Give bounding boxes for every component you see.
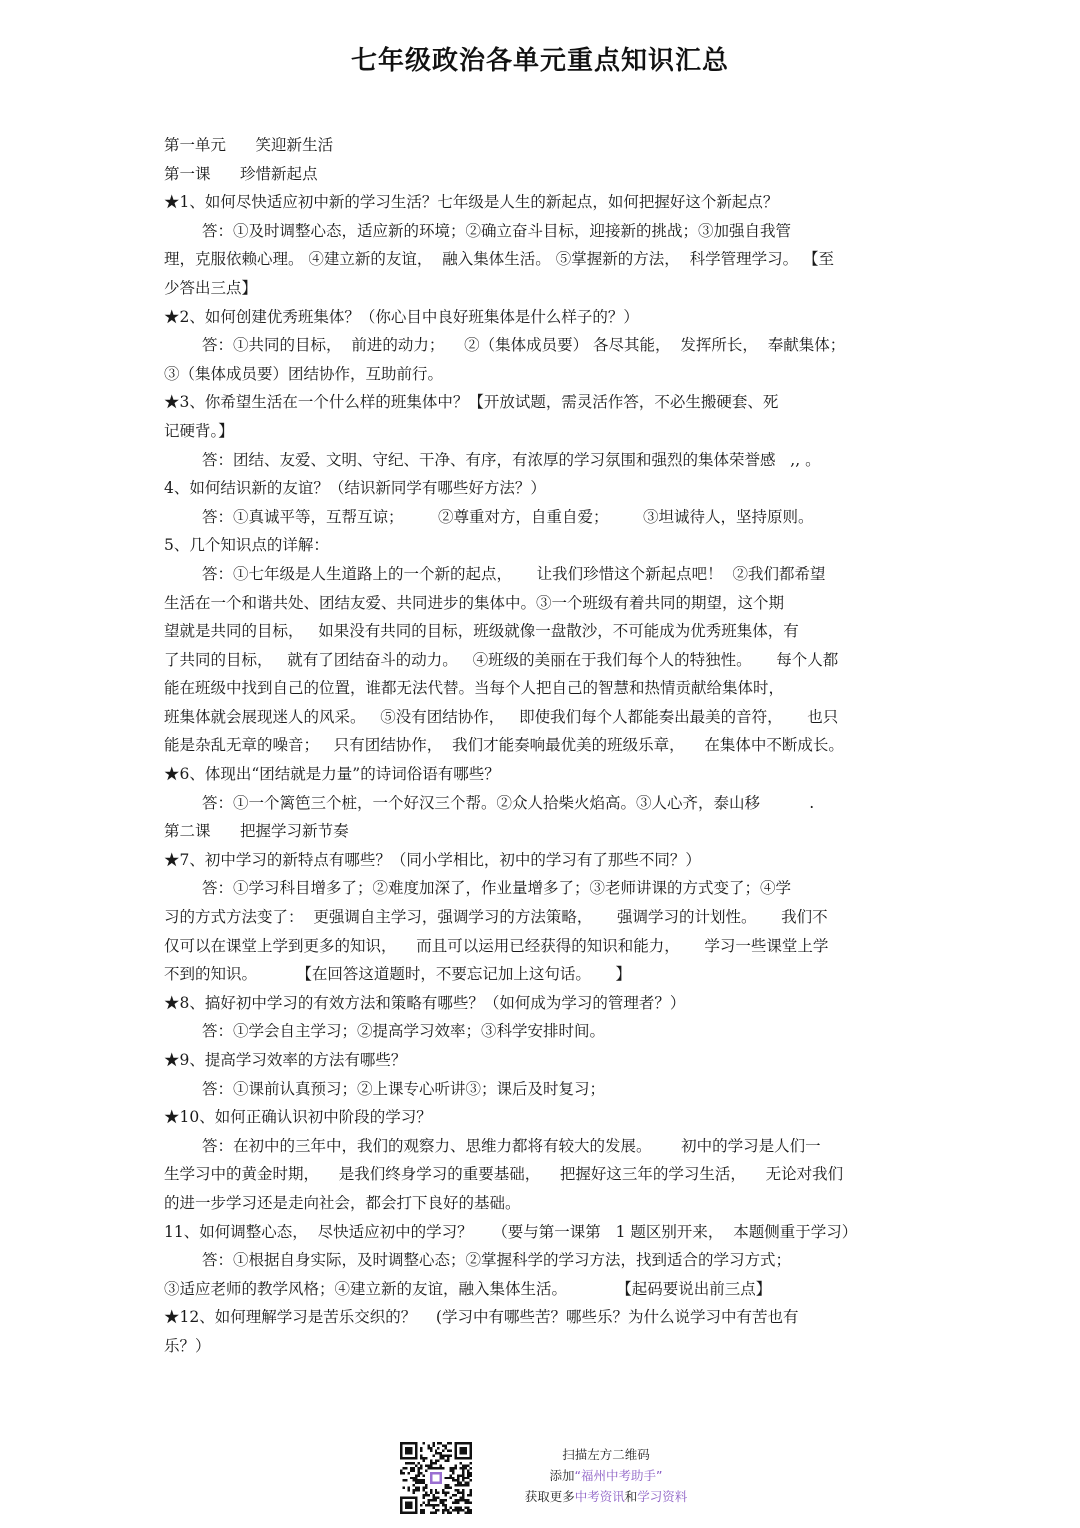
text-line: 答：①一个篱笆三个桩，一个好汉三个帮。②众人拾柴火焰高。③人心齐，泰山移 . <box>202 793 815 812</box>
text-line: 第二课 把握学习新节奏 <box>164 822 349 841</box>
text-line: ③（集体成员要）团结协作，互助前行。 <box>164 364 444 383</box>
text-line: 11、如何调整心态， 尽快适应初中的学习？ （要与第一课第 1 题区别开来， 本题侧重于学习） <box>164 1222 858 1241</box>
text-line: 生学习中的黄金时期， 是我们终身学习的重要基础， 把握好这三年的学习生活， 无论对我们 <box>164 1165 844 1184</box>
text-line: 不到的知识。 【在回答这道题时，不要忘记加上这句话。 】 <box>164 965 632 984</box>
text-line: 理，克服依赖心理。 ④建立新的友谊， 融入集体生活。 ⑤掌握新的方法， 科学管理学习。 【至 <box>164 250 834 269</box>
page-title: 七年级政治各单元重点知识汇总 <box>350 46 729 76</box>
text-line: ★2、如何创建优秀班集体？（你心目中良好班集体是什么样子的？） <box>164 307 639 326</box>
qr-code-icon <box>400 1442 472 1514</box>
text-line: 生活在一个和谐共处、团结友爱、共同进步的集体中。③一个班级有着共同的期望，这个期 <box>164 593 785 612</box>
text-line: ★10、如何正确认识初中阶段的学习？ <box>164 1108 432 1127</box>
text-line: ★7、初中学习的新特点有哪些？（同小学相比，初中的学习有了那些不同？） <box>164 850 701 869</box>
footer-line-3: 获取更多中考资讯和学习资料 <box>524 1489 688 1504</box>
text-line: 能在班级中找到自己的位置，谁都无法代替。当每个人把自己的智慧和热情贡献给集体时， <box>164 679 785 698</box>
text-line: 了共同的目标， 就有了团结奋斗的动力。 ④班级的美丽在于我们每个人的特独性。 每个人都 <box>164 650 839 669</box>
text-line: ★1、如何尽快适应初中新的学习生活？七年级是人生的新起点，如何把握好这个新起点？ <box>164 193 779 212</box>
text-line: 4、如何结识新的友谊？（结识新同学有哪些好方法？） <box>164 479 546 498</box>
text-line: ★9、提高学习效率的方法有哪些？ <box>164 1051 407 1069</box>
text-line: ③适应老师的教学风格；④建立新的友谊，融入集体生活。 【起码要说出前三点】 <box>164 1279 772 1298</box>
text-line: 仅可以在课堂上学到更多的知识， 而且可以运用已经获得的知识和能力， 学习一些课堂上学 <box>164 936 829 955</box>
text-line: 班集体就会展现迷人的风采。 ⑤没有团结协作， 即使我们每个人都能奏出最美的音符， 也只 <box>164 707 839 726</box>
text-line: 的进一步学习还是走向社会，都会打下良好的基础。 <box>164 1193 521 1212</box>
text-line: 答：在初中的三年中，我们的观察力、思维力都将有较大的发展。 初中的学习是人们一 <box>202 1136 821 1155</box>
footer-account-name: “福州中考助手” <box>574 1468 663 1483</box>
text-line: 答：①学会自主学习；②提高学习效率；③科学安排时间。 <box>202 1022 606 1041</box>
text-line: 答：团结、友爱、文明、守纪、干净、有序，有浓厚的学习氛围和强烈的集体荣誉感 ,, 。 <box>202 450 821 469</box>
text-line: 答：①及时调整心态，适应新的环境；②确立奋斗目标，迎接新的挑战；③加强自我管 <box>202 221 792 240</box>
text-line: 答：①共同的目标， 前进的动力； ②（集体成员要） 各尽其能， 发挥所长， 奉献集体； <box>202 336 846 355</box>
text-line: 习的方式方法变了： 更强调自主学习，强调学习的方法策略， 强调学习的计划性。 我们不 <box>164 908 828 927</box>
text-line: 第一课 珍惜新起点 <box>164 164 318 183</box>
footer-line-2: 添加“福州中考助手” <box>549 1468 663 1483</box>
footer <box>0 1436 1080 1516</box>
text-line: 望就是共同的目标， 如果没有共同的目标，班级就像一盘散沙，不可能成为优秀班集体，有 <box>164 622 799 641</box>
text-line: 乐？） <box>164 1336 211 1355</box>
footer-text <box>496 1444 716 1507</box>
text-line: 第一单元 笑迎新生活 <box>164 136 334 154</box>
text-line: 能是杂乱无章的噪音； 只有团结协作， 我们才能奏响最优美的班级乐章， 在集体中不断成长。 <box>164 736 844 755</box>
text-line: 少答出三点】 <box>164 278 258 297</box>
text-line: 5、几个知识点的详解： <box>164 536 329 555</box>
text-line: ★6、体现出“团结就是力量”的诗词俗语有哪些？ <box>164 765 500 784</box>
footer-highlight-materials: 学习资料 <box>637 1489 688 1504</box>
text-line: ★3、你希望生活在一个什么样的班集体中？【开放试题，需灵活作答，不必生搬硬套、死 <box>164 393 779 412</box>
footer-line-1: 扫描左方二维码 <box>562 1447 650 1462</box>
text-line: ★12、如何理解学习是苦乐交织的？ (学习中有哪些苦？哪些乐？为什么说学习中有苦也有 <box>164 1308 799 1327</box>
text-line: 答：①七年级是人生道路上的一个新的起点， 让我们珍惜这个新起点吧！ ②我们都希望 <box>202 564 826 583</box>
text-line: 答：①课前认真预习；②上课专心听讲③；课后及时复习； <box>202 1079 606 1098</box>
document-body <box>164 131 916 1361</box>
text-line: 答：①根据自身实际，及时调整心态；②掌握科学的学习方法，找到适合的学习方式； <box>202 1251 792 1270</box>
text-line: 记硬背。】 <box>164 421 234 440</box>
text-line: ★8、搞好初中学习的有效方法和策略有哪些？（如何成为学习的管理者？） <box>164 993 686 1012</box>
text-line: 答：①学习科目增多了；②难度加深了，作业量增多了；③老师讲课的方式变了；④学 <box>202 879 792 898</box>
footer-highlight-news: 中考资讯 <box>574 1489 625 1504</box>
text-line: 答：①真诚平等，互帮互谅； ②尊重对方，自重自爱； ③坦诚待人，坚持原则。 <box>202 507 814 526</box>
